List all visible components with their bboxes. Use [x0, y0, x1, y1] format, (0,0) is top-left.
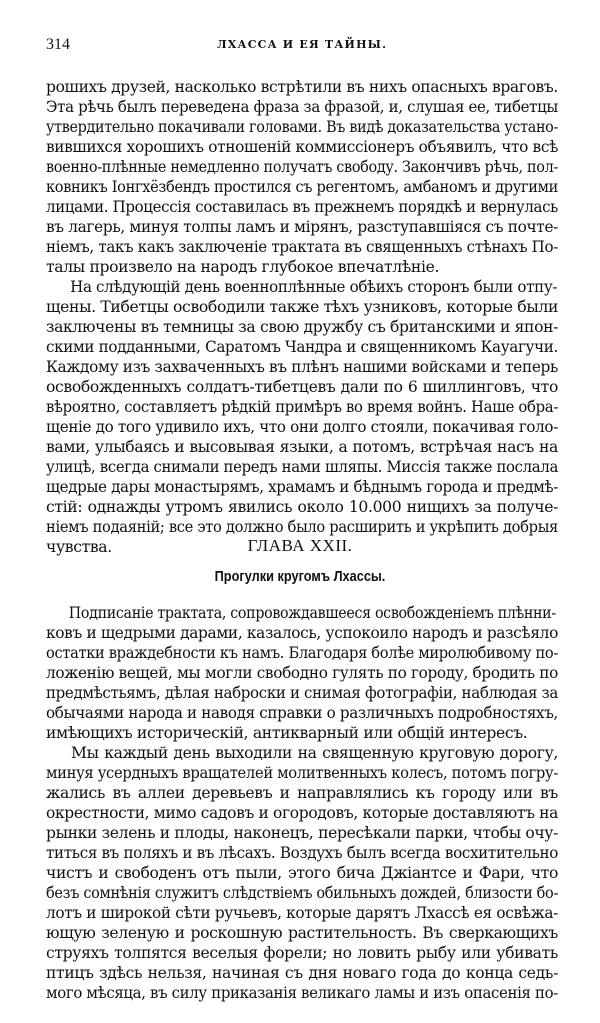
- text-line: лицами. Процессiя составилась въ прежнемъ порядкѣ и вернулась: [46, 198, 559, 216]
- running-header: [46, 36, 558, 56]
- text-line: Мы каждый день выходили на священную круговую дорогу,: [71, 744, 558, 762]
- text-line: На слѣдующiй день военноплѣнные обѣихъ сторонъ были отпу-: [70, 278, 558, 296]
- text-line: скими подданными, Саратомъ Чандра и священникомъ Кауагучи.: [46, 338, 558, 356]
- text-line: ложенiю вещей, мы могли свободно гулять по городу, бродить по: [46, 664, 558, 682]
- text-line: струяхъ толпятся веселыя форели; но ловить рыбу или убивать: [46, 944, 558, 962]
- body-text-section-1: [46, 77, 558, 557]
- text-line: чистъ и свободенъ отъ пыли, этого бича Джiантсе и Фари, что: [46, 864, 558, 882]
- text-line: ковъ и щедрыми дарами, казалось, успокоило народъ и разсѣяло: [46, 624, 559, 642]
- text-line: утвердительно покачивали головами. Въ видѣ доказательства устано-: [46, 118, 559, 136]
- page-number: 314: [46, 36, 70, 53]
- text-line: военно-плѣнные немедленно получатъ свободу. Закончивъ рѣчь, пол-: [46, 158, 559, 176]
- text-line: минуя усердныхъ вращателей молитвенныхъ колесъ, потомъ погру-: [46, 764, 559, 782]
- text-line: Подписанiе трактата, сопровождавшееся освобожденiемъ плѣнни-: [68, 604, 556, 622]
- text-line: Каждому изъ захваченныхъ въ плѣнъ нашими войсками и теперь: [46, 358, 558, 376]
- chapter-title: ГЛАВА XXII.: [247, 536, 353, 555]
- text-line: обычаями народа и наводя справки о различныхъ подробностяхъ,: [46, 704, 558, 722]
- text-line: Эта рѣчь былъ переведена фраза за фразой, и, слушая ее, тибетцы: [46, 98, 559, 116]
- running-title: ЛХАССА И ЕЯ ТАЙНЫ.: [216, 38, 388, 51]
- text-line: ковникъ Iонгхёзбендъ простился съ регентомъ, амбаномъ и другими: [46, 178, 558, 196]
- text-line: птицъ здѣсь нельзя, начиная съ дня новаго года до конца седь-: [46, 964, 558, 982]
- text-line: нiемъ подаянiй; все это должно было расширить и укрѣпить добрыя: [46, 518, 558, 536]
- text-line: щедрые дары монастырямъ, храмамъ и бѣднымъ города и предмѣ-: [46, 478, 559, 496]
- text-line: ющую зеленую и роскошную растительность. Въ сверкающихъ: [46, 924, 558, 942]
- text-line: рынки зелень и плоды, наконецъ, пересѣкали парки, чтобы очу-: [46, 824, 559, 842]
- text-line: талы произвело на народъ глубокое впечатлѣнiе.: [46, 258, 440, 276]
- text-line: нiемъ, такъ какъ заключенiе трактата въ священныхъ стѣнахъ По-: [46, 238, 558, 256]
- text-line: остатки враждебности къ намъ. Благодаря болѣе миролюбивому по-: [46, 644, 559, 662]
- text-line: мого мѣсяца, въ силу приказанiя великаго ламы и изъ опасенiя по-: [46, 984, 558, 1002]
- text-line: титься въ поляхъ и въ лѣсахъ. Воздухъ былъ всегда восхитительно: [46, 844, 559, 862]
- text-line: предмѣстьямъ, дѣлая наброски и снимая фотографiи, наблюдая за: [46, 684, 558, 702]
- text-line: щены. Тибетцы освободили также тѣхъ узниковъ, которые были: [46, 298, 558, 316]
- text-line: окрестности, мимо садовъ и огородовъ, которые доставляютъ на: [46, 804, 559, 822]
- text-line: имѣющихъ историческiй, антикварный или общiй интересъ.: [46, 724, 528, 742]
- text-line: рошихъ друзей, насколько встрѣтили въ нихъ опасныхъ враговъ.: [46, 78, 559, 96]
- body-text-section-2: [46, 603, 558, 1003]
- text-line: въ лагерь, минуя толпы ламъ и мiрянъ, разступавшiяся съ почте-: [46, 218, 559, 236]
- text-line: вѣроятно, составляетъ рѣдкiй примѣръ во время войнъ. Наше обра-: [46, 398, 559, 416]
- text-line: улицѣ, всегда снимали передъ нами шляпы. Миссiя также послала: [46, 458, 558, 476]
- text-line: чувства.: [46, 538, 112, 556]
- text-line: лотъ и широкой сѣти ручьевъ, которые дарятъ Лхассѣ ея освѣжа-: [46, 904, 558, 922]
- text-line: жались въ аллеи деревьевъ и направлялись къ городу или въ: [46, 784, 558, 802]
- text-line: вами, улыбаясь и высовывая языки, а потомъ, встрѣчая насъ на: [46, 438, 558, 456]
- text-line: заключены въ темницы за свою дружбу съ британскими и япон-: [46, 318, 559, 336]
- text-line: стiй: однажды утромъ явились около 10.000 нищихъ за получе-: [46, 498, 558, 516]
- text-line: освобожденныхъ солдатъ-тибетцевъ дали по 6 шиллинговъ, что: [46, 378, 558, 396]
- text-line: вившихся хорошихъ отношенiй коммиссiонеръ объявилъ, что всѣ: [46, 138, 558, 156]
- chapter-subtitle: Прогулки кругомъ Лхассы.: [214, 568, 386, 585]
- text-line: безъ сомнѣнiя служитъ слѣдствiемъ обильныхъ дождей, близости бо-: [46, 884, 559, 902]
- text-line: щенiе до того удивило ихъ, что они долго стояли, покачивая голо-: [46, 418, 558, 436]
